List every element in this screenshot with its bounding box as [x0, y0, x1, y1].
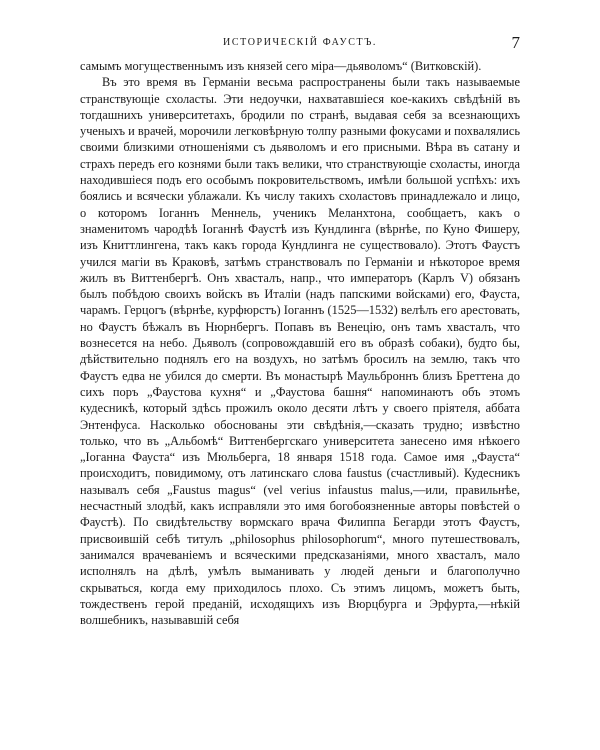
running-head [80, 30, 520, 56]
running-title: ИСТОРИЧЕСКІЙ ФАУСТЪ. [223, 37, 377, 48]
page-number: 7 [511, 33, 520, 52]
body-text [80, 58, 520, 628]
paragraph-schoolmen: Въ это время въ Германіи весьма распространены были такъ называемые странствующіе схоласты. Эти недоучки, нахватавшіеся кое-какихъ свѣдѣній въ тогдашнихъ университетахъ, бродили по странѣ, выдавая себя за всезнающихъ ученыхъ и врачей, морочили легковѣрную толпу разными фокусами и похвалялись своими близкими отношеніями съ дьяволомъ и его присными. Вѣра въ сатану и страхъ передъ его кознями были такъ велики, что странствующіе схоласты, иногда находившіеся подъ его особымъ покровительствомъ, имѣли большой успѣхъ: ихъ боялись и всячески ублажали. Къ числу такихъ схоластовъ принадлежало и лицо, о которомъ Іоганнъ Меннель, ученикъ Меланхтона, сообщаетъ, какъ о знаменитомъ чародѣѣ Іоганнѣ Фаустѣ изъ Кундлинга (вѣрнѣе, по Куно Фишеру, изъ Книттлингена, такъ какъ города Кундлинга не существовало). Этотъ Фаустъ учился магіи въ Краковѣ, затѣмъ странствовалъ по Германіи и нѣкоторое время жилъ въ Виттенбергѣ. Онъ хвасталъ, напр., что императоръ (Карлъ V) обязанъ былъ побѣдою своихъ войскъ въ Италіи (надъ папскими войсками) его, Фауста, чарамъ. Герцогъ (вѣрнѣе, курфюрстъ) Іоганнъ (1525—1532) велѣлъ его арестовать, но Фаустъ бѣжалъ въ Нюрнбергъ. Попавъ въ Венецію, онъ тамъ хвасталъ, что вознесется на небо. Дьяволъ (сопровождавшій его въ образѣ собаки), будто бы, дѣйствительно поднялъ его на воздухъ, но затѣмъ бросилъ на землю, такъ что Фаустъ едва не убился до смерти. Въ монастырѣ Маульброннъ близъ Бреттена до сихъ поръ „Фаустова кухня“ и „Фаустова башня“ напоминаютъ объ этомъ кудесникѣ, который здѣсь прожилъ около десяти лѣтъ у своего пріятеля, аббата Энтенфуса. Насколько обоснованы эти свѣдѣнія,—сказать трудно; извѣстно только, что въ „Альбомѣ“ Виттенбергскаго университета занесено имя нѣкоего „Іоганна Фауста“ изъ Мюльберга, 18 января 1518 года. Самое имя „Фауста“ происходитъ, повидимому, отъ латинскаго слова faustus (счастливый). Кудесникъ называлъ себя „Faustus magus“ (vel verius infaustus malus,—или, правильнѣе, несчастный злодѣй, какъ исправляли это имя богобоязненные авторы повѣстей о Фаустѣ). По свидѣтельству вормскаго врача Филиппа Бегарди этотъ Фаустъ, присвоившій себѣ титулъ „philosophus philosophorum“, много путешествовалъ, занимался врачеваніемъ и всяческими предсказаніями, много хвасталъ, мало исполнялъ на дѣлѣ, умѣлъ выманивать у людей деньги и благополучно скрываться, когда ему приходилось плохо. Съ этимъ лицомъ, можетъ быть, тождественъ герой преданій, исходящихъ изъ Вюрцбурга и Эрфурта,—нѣкій волшебникъ, называвшій себя [80, 75, 520, 628]
paragraph-continued: самымъ могущественнымъ изъ князей сего міра—дьяволомъ“ (Витковскій). [80, 59, 482, 73]
